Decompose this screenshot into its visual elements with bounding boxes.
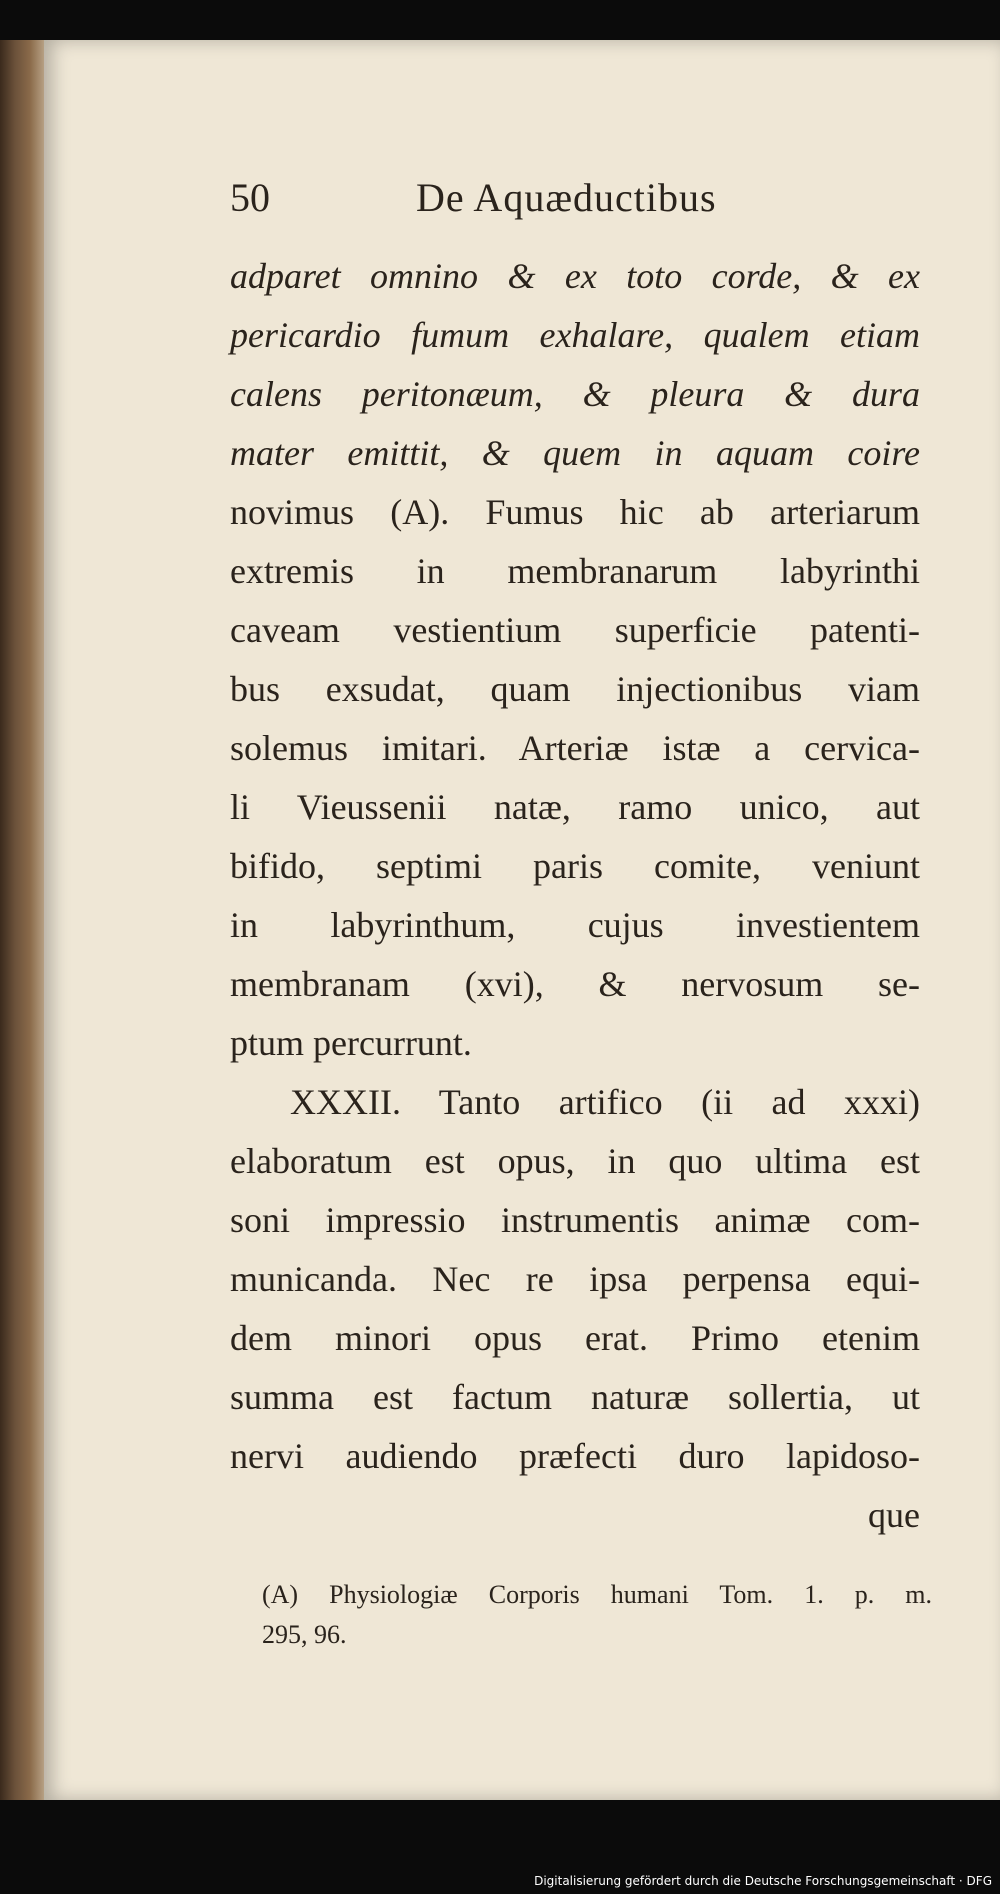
running-title: De Aquæductibus: [416, 175, 717, 220]
text-line: bus exsudat, quam injectionibus viam: [230, 669, 920, 709]
footnote-line: 295, 96.: [262, 1620, 347, 1649]
scan-bottom-bar: [0, 1800, 1000, 1894]
text-line: caveam vestientium superficie patenti-: [230, 610, 920, 650]
text-line: soni impressio instrumentis animæ com-: [230, 1200, 920, 1240]
page-number: 50: [230, 175, 270, 220]
text-line: li Vieussenii natæ, ramo unico, aut: [230, 787, 920, 827]
section-heading-line: XXXII. Tanto artifico (ii ad xxxi): [290, 1082, 920, 1122]
text-line: extremis in membranarum labyrinthi: [230, 551, 920, 591]
text-line: bifido, septimi paris comite, veniunt: [230, 846, 920, 886]
text-line: summa est factum naturæ sollertia, ut: [230, 1377, 920, 1417]
text-line: in labyrinthum, cujus investientem: [230, 905, 920, 945]
text-line: calens peritonæum, & pleura & dura: [230, 374, 920, 414]
digitization-credit: Digitalisierung gefördert durch die Deutsche Forschungsgemeinschaft · DFG: [534, 1874, 992, 1888]
text-line: ptum percurrunt.: [230, 1023, 472, 1063]
text-line: municanda. Nec re ipsa perpensa equi-: [230, 1259, 920, 1299]
text-line: solemus imitari. Arteriæ istæ a cervica-: [230, 728, 920, 768]
book-spine-edge: [0, 40, 50, 1800]
catchword: que: [868, 1495, 920, 1535]
text-line: pericardio fumum exhalare, qualem etiam: [230, 315, 920, 355]
text-line: nervi audiendo præfecti duro lapidoso-: [230, 1436, 920, 1476]
running-header: [230, 174, 770, 234]
text-line: adparet omnino & ex toto corde, & ex: [230, 256, 920, 296]
text-line: dem minori opus erat. Primo etenim: [230, 1318, 920, 1358]
footnote-line: (A) Physiologiæ Corporis humani Tom. 1. p. m.: [262, 1580, 932, 1609]
text-line: membranam (xvi), & nervosum se-: [230, 964, 920, 1004]
text-line: mater emittit, & quem in aquam coire: [230, 433, 920, 473]
text-line: elaboratum est opus, in quo ultima est: [230, 1141, 920, 1181]
text-line: novimus (A). Fumus hic ab arteriarum: [230, 492, 920, 532]
